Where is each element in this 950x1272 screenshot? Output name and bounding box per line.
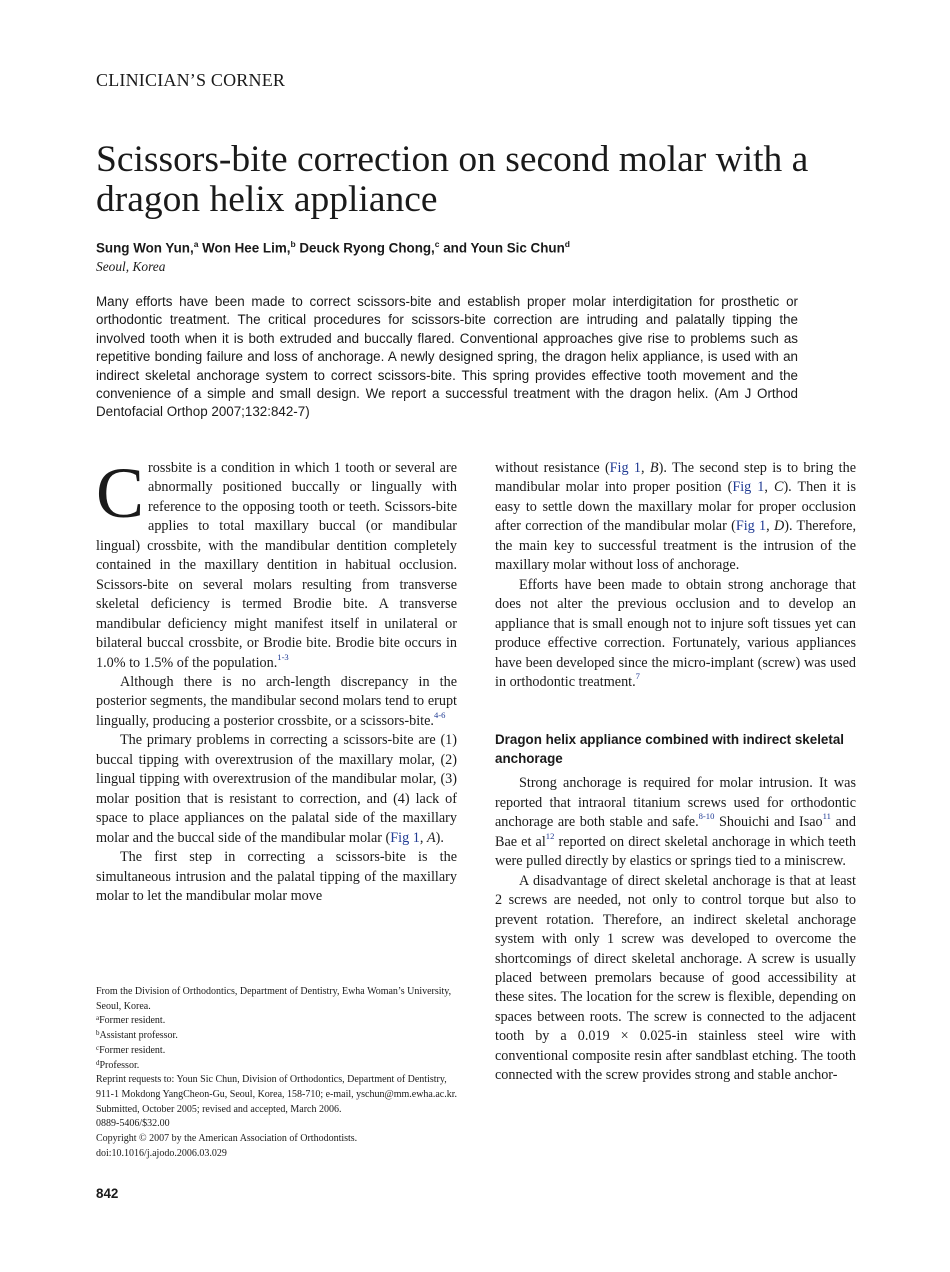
author-affiliation-mark: a bbox=[193, 239, 199, 249]
author-affiliation-mark: c bbox=[434, 239, 440, 249]
author-name: Deuck Ryong Chong, bbox=[295, 240, 435, 256]
footnote-item: $^a$Former resident. bbox=[96, 1014, 166, 1027]
body-paragraph bbox=[495, 872, 856, 1086]
author-list bbox=[96, 239, 570, 255]
body-paragraph bbox=[96, 673, 457, 731]
footnotes bbox=[96, 985, 457, 1161]
paragraph-text: ). bbox=[435, 829, 444, 846]
body-paragraph bbox=[96, 848, 457, 906]
body-paragraph bbox=[495, 576, 856, 693]
footnote-reprint: Reprint requests to: Youn Sic Chun, Division of Orthodontics, Department of Dentistry, 911-1 Mokdong YangCheon-Gu, Seoul, Korea, 158-710; e-mail, yschun@mm.ewha.ac.kr. bbox=[96, 1074, 458, 1100]
author-affiliation-mark: d bbox=[564, 239, 570, 249]
section-heading: Dragon helix appliance combined with indirect skeletal anchorage bbox=[495, 732, 844, 767]
author-location: Seoul, Korea bbox=[96, 259, 166, 274]
author-name: Sung Won Yun, bbox=[96, 240, 194, 256]
author-affiliation-mark: b bbox=[290, 239, 296, 249]
paragraph-text: Efforts have been made to obtain strong anchorage that does not alter the previous occlusion and to develop an appliance that is small enough not to injure soft tissues yet can produce effective correction. Fortunately, various appliances have been developed since the micro-implant (screw) was used in orthodontic treatment. bbox=[495, 576, 856, 690]
drop-cap: C bbox=[96, 453, 145, 533]
abstract: Many efforts have been made to correct scissors-bite and establish proper molar interdigitation for prosthetic or orthodontic treatment. The critical procedures for scissors-bite correction are intruding and palatally tipping the involved tooth when it is both extruded and buccally flared. Conventional approaches give rise to problems such as repetitive bonding failure and loss of anchorage. A newly designed spring, the dragon helix appliance, is used with an indirect skeletal anchorage system to correct scissors-bite. This spring provides effective tooth movement and the convenience of a simple and small design. We report a successful treatment with the dragon helix. (Am J Orthod Dentofacial Orthop 2007;132:842-7) bbox=[96, 294, 798, 420]
body-column-right bbox=[495, 459, 856, 1086]
figure-panel-label: C bbox=[773, 479, 784, 496]
body-column-left bbox=[96, 453, 457, 906]
figure-link[interactable]: Fig 1 bbox=[732, 479, 765, 496]
footnote-copyright: Copyright © 2007 by the American Association of Orthodontists. bbox=[96, 1133, 358, 1145]
paragraph-text: ). Then it is easy to settle down the maxillary molar for proper occlusion after correction of the mandibular molar ( bbox=[495, 479, 857, 535]
paragraph-text: The first step in correcting a scissors-bite is the simultaneous intrusion and the palatal tipping of the maxillary molar to let the mandibular molar move bbox=[96, 849, 457, 904]
section-label: CLINICIAN’S CORNER bbox=[96, 70, 286, 90]
citation-link[interactable]: 1-3 bbox=[277, 651, 289, 662]
paragraph-text: reported on direct skeletal anchorage in which teeth were pulled directly by elastics or springs tied to a miniscrew. bbox=[495, 833, 856, 870]
author-name: Won Hee Lim, bbox=[198, 240, 291, 256]
citation-link[interactable]: 7 bbox=[635, 670, 640, 681]
citation-link[interactable]: 11 bbox=[822, 811, 831, 822]
paragraph-text: and Bae et al bbox=[495, 814, 856, 850]
figure-panel-label: D bbox=[773, 518, 785, 535]
footnote-item: $^c$Former resident. bbox=[96, 1043, 166, 1056]
footnote-affiliation: From the Division of Orthodontics, Department of Dentistry, Ewha Woman’s University, Seoul, Korea. bbox=[96, 986, 452, 1012]
body-paragraph bbox=[96, 453, 457, 673]
figure-panel-label: A bbox=[426, 829, 436, 846]
page-number: 842 bbox=[96, 1186, 119, 1201]
article-title: Scissors-bite correction on second molar with a dragon helix appliance bbox=[96, 139, 809, 220]
paragraph-text: ). The second step is to bring the mandibular molar into proper position ( bbox=[495, 460, 857, 496]
body-paragraph: without resistance (Fig 1, B). The second step is to bring the mandibular molar into proper position (Fig 1, C). Then it is easy to settle down the maxillary molar for proper occlusion after correction of the mandibular molar (Fig 1, D). Therefore, the main key to successful treatment is the intrusion of the maxillary molar without loss of anchorage. bbox=[495, 460, 857, 574]
body-paragraph: The primary problems in correcting a scissors-bite are (1) buccal tipping with overextrusion of the maxillary molar, (2) lingual tipping with overextrusion of the mandibular molar, (3) molar position that is resistant to correction, and (4) lack of space to place appliances on the palatal side of the maxillary molar and the buccal side of the mandibular molar (Fig 1, A). bbox=[96, 732, 457, 846]
paragraph-text: Strong anchorage is required for molar intrusion. It was reported that intraoral titanium screws used for orthodontic anchorage are both stable and safe. bbox=[495, 775, 856, 831]
figure-panel-label: B bbox=[649, 460, 659, 476]
paragraph-text: A disadvantage of direct skeletal anchorage is that at least 2 screws are needed, not only to control torque but also to prevent rotation. Therefore, an indirect skeletal anchorage system with only 1 screw was developed to overcome the shortcomings of direct skeletal anchorage. A screw is usually placed between premolars because of good accessibility at these sites. The location for the screw is flexible, depending on spaces between roots. The screw is connected to the adjacent tooth by a 0.019 × 0.025-in stainless steel wire with conventional composite resin after sandblast etching. The tooth connected with the screw provides strong and stable anchor- bbox=[495, 872, 856, 1084]
footnote-item: $^b$Assistant professor. bbox=[96, 1029, 178, 1042]
paragraph-text: without resistance ( bbox=[495, 460, 610, 476]
footnote-submitted: Submitted, October 2005; revised and accepted, March 2006. bbox=[96, 1103, 342, 1115]
paragraph-text: Although there is no arch-length discrepancy in the posterior segments, the mandibular second molars tend to erupt lingually, producing a posterior crossbite, or a scissors-bite. bbox=[96, 673, 457, 729]
citation-link[interactable]: 4-6 bbox=[433, 709, 446, 720]
citation-link[interactable]: 8-10 bbox=[698, 811, 715, 822]
figure-link[interactable]: Fig 1 bbox=[609, 460, 642, 476]
figure-link[interactable]: Fig 1 bbox=[735, 518, 767, 535]
citation-link[interactable]: 12 bbox=[545, 830, 555, 841]
paragraph-text: ). Therefore, the main key to successful treatment is the intrusion of the maxillary molar without loss of anchorage. bbox=[495, 518, 856, 574]
paragraph-text: rossbite is a condition in which 1 tooth or several are abnormally positioned buccally or lingually with reference to the opposing tooth or teeth. Scissors-bite applies to total maxillary buccal (or mandibular lingual) crossbite, with the mandibular dentition completely contained in the maxillary dentition in habitual occlusion. Scissors-bite on several molars resulting from transverse skeletal deficiency is termed Brodie bite. A transverse mandibular deficiency might manifest itself in unilateral or bilateral buccal crossbite, or Brodie bite. Brodie bite occurs in 1.0% to 1.5% of the population. bbox=[96, 460, 457, 671]
paragraph-text: The primary problems in correcting a scissors-bite are (1) buccal tipping with overextrusion of the maxillary molar, (2) lingual tipping with overextrusion of the mandibular molar, (3) molar position that is resistant to correction, and (4) lack of space to place appliances on the palatal side of the maxillary molar and the buccal side of the mandibular molar ( bbox=[96, 732, 457, 846]
body-paragraph bbox=[495, 774, 856, 871]
footnote-item: $^d$Professor. bbox=[96, 1058, 140, 1071]
footnote-doi: doi:10.1016/j.ajodo.2006.03.029 bbox=[96, 1147, 227, 1159]
paragraph-text: Shouichi and Isao bbox=[714, 814, 823, 831]
footnote-issn: 0889-5406/$32.00 bbox=[96, 1118, 170, 1130]
figure-link[interactable]: Fig 1 bbox=[390, 829, 420, 846]
author-name: and Youn Sic Chun bbox=[439, 240, 565, 256]
